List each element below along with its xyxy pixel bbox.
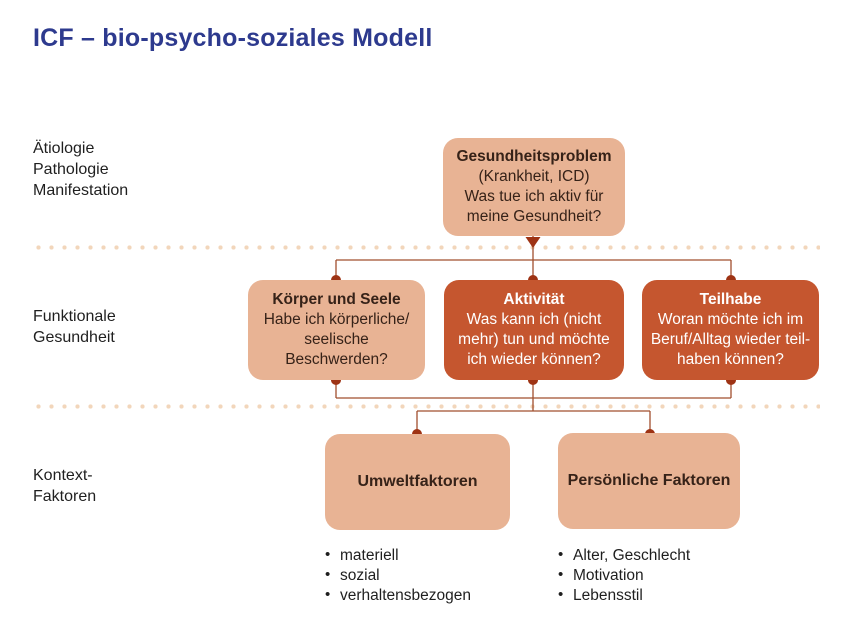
box-gesundheitsproblem-text: [451, 167, 617, 227]
list-line: mehr) tun und möchte: [458, 331, 610, 348]
list-line: Was kann ich (nicht: [466, 311, 602, 328]
list-line: haben können?: [677, 351, 784, 368]
box-koerper-und-seele: [248, 280, 425, 380]
box-teilhabe-text: [650, 310, 811, 370]
box-teilhabe-title: Teilhabe: [699, 291, 762, 308]
box-aktivitaet: [444, 280, 624, 380]
page-title: ICF – bio-psycho-soziales Modell: [33, 24, 433, 52]
list-line: Beruf/Alltag wieder teil-: [650, 331, 811, 348]
list-line: • sozial: [324, 566, 471, 586]
list-line: ich wieder können?: [467, 351, 601, 368]
box-persoenliche-faktoren: [558, 433, 740, 529]
box-umweltfaktoren: [325, 434, 510, 530]
list-line: Ätiologie: [33, 140, 95, 157]
box-umweltfaktoren-title: Umweltfaktoren: [357, 473, 478, 490]
list-line: Habe ich körperliche/: [263, 311, 410, 328]
box-aktivitaet-text: [452, 310, 616, 370]
arrow-down-icon: [526, 237, 541, 248]
list-line: seelische Beschwerden?: [285, 331, 388, 368]
list-line: • Motivation: [557, 566, 690, 586]
list-line: (Krankheit, ICD): [478, 168, 590, 185]
list-line: • verhaltensbezogen: [324, 586, 471, 606]
list-line: Kontext-: [33, 467, 93, 484]
box-gesundheitsproblem-title: Gesundheitsproblem: [456, 148, 612, 165]
list-line: Woran möchte ich im: [657, 311, 804, 328]
list-line: • Lebensstil: [557, 586, 690, 606]
list-line: Gesundheit: [33, 329, 115, 346]
box-gesundheitsproblem: [443, 138, 625, 236]
box-koerper-und-seele-title: Körper und Seele: [272, 291, 401, 308]
list-line: Funktionale: [33, 308, 116, 325]
list-line: • materiell: [324, 546, 471, 566]
box-persoenliche-faktoren-title: Persönliche Faktoren: [567, 472, 731, 489]
list-line: Was tue ich aktiv für: [464, 188, 604, 205]
list-line: Pathologie: [33, 161, 109, 178]
box-koerper-und-seele-text: [256, 310, 417, 370]
list-line: Manifestation: [33, 182, 129, 199]
list-line: Faktoren: [33, 488, 97, 505]
box-teilhabe: [642, 280, 819, 380]
box-aktivitaet-title: Aktivität: [503, 291, 565, 308]
list-line: meine Gesundheit?: [466, 208, 602, 225]
list-line: • Alter, Geschlecht: [557, 546, 690, 566]
